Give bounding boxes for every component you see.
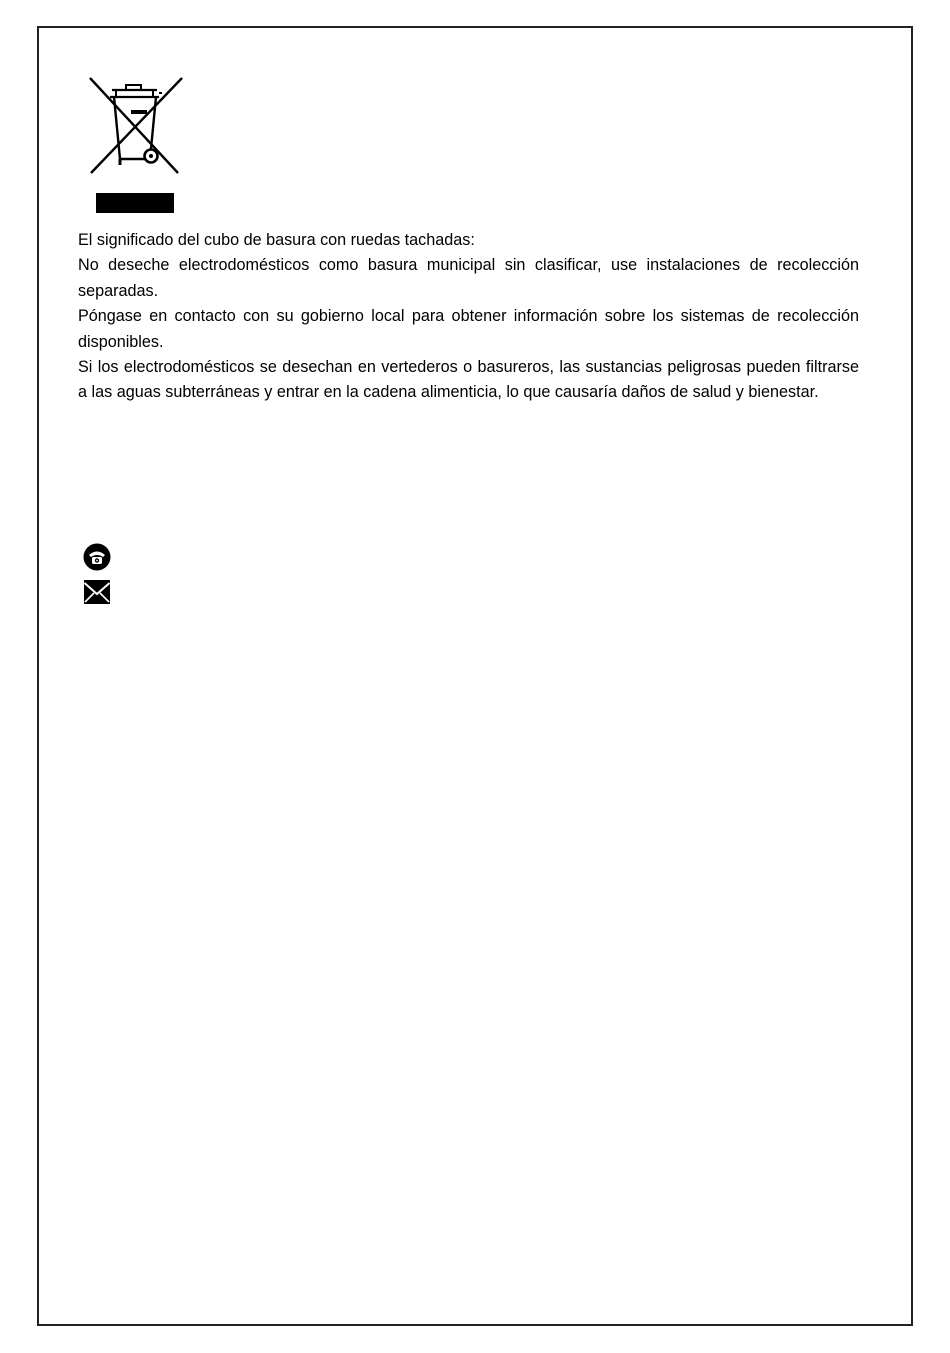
disposal-heading: El significado del cubo de basura con ruedas tachadas: [78, 231, 475, 249]
disposal-information [78, 228, 859, 406]
envelope-icon [83, 578, 111, 606]
crossed-out-wheeled-bin-icon [86, 75, 184, 215]
disposal-paragraph: Póngase en contacto con su gobierno local para obtener información sobre los sistemas de recolección disponibles. [78, 307, 859, 351]
telephone-icon [83, 543, 111, 571]
disposal-paragraph: Si los electrodomésticos se desechan en vertederos o basureros, las sustancias peligrosas pueden filtrarse a las aguas subterráneas y entrar en la cadena alimenticia, lo que causaría daños de salud y bienestar. [78, 358, 859, 402]
page-border [37, 26, 913, 1326]
disposal-paragraph: No deseche electrodomésticos como basura municipal sin clasificar, use instalaciones de recolección separadas. [78, 256, 859, 300]
